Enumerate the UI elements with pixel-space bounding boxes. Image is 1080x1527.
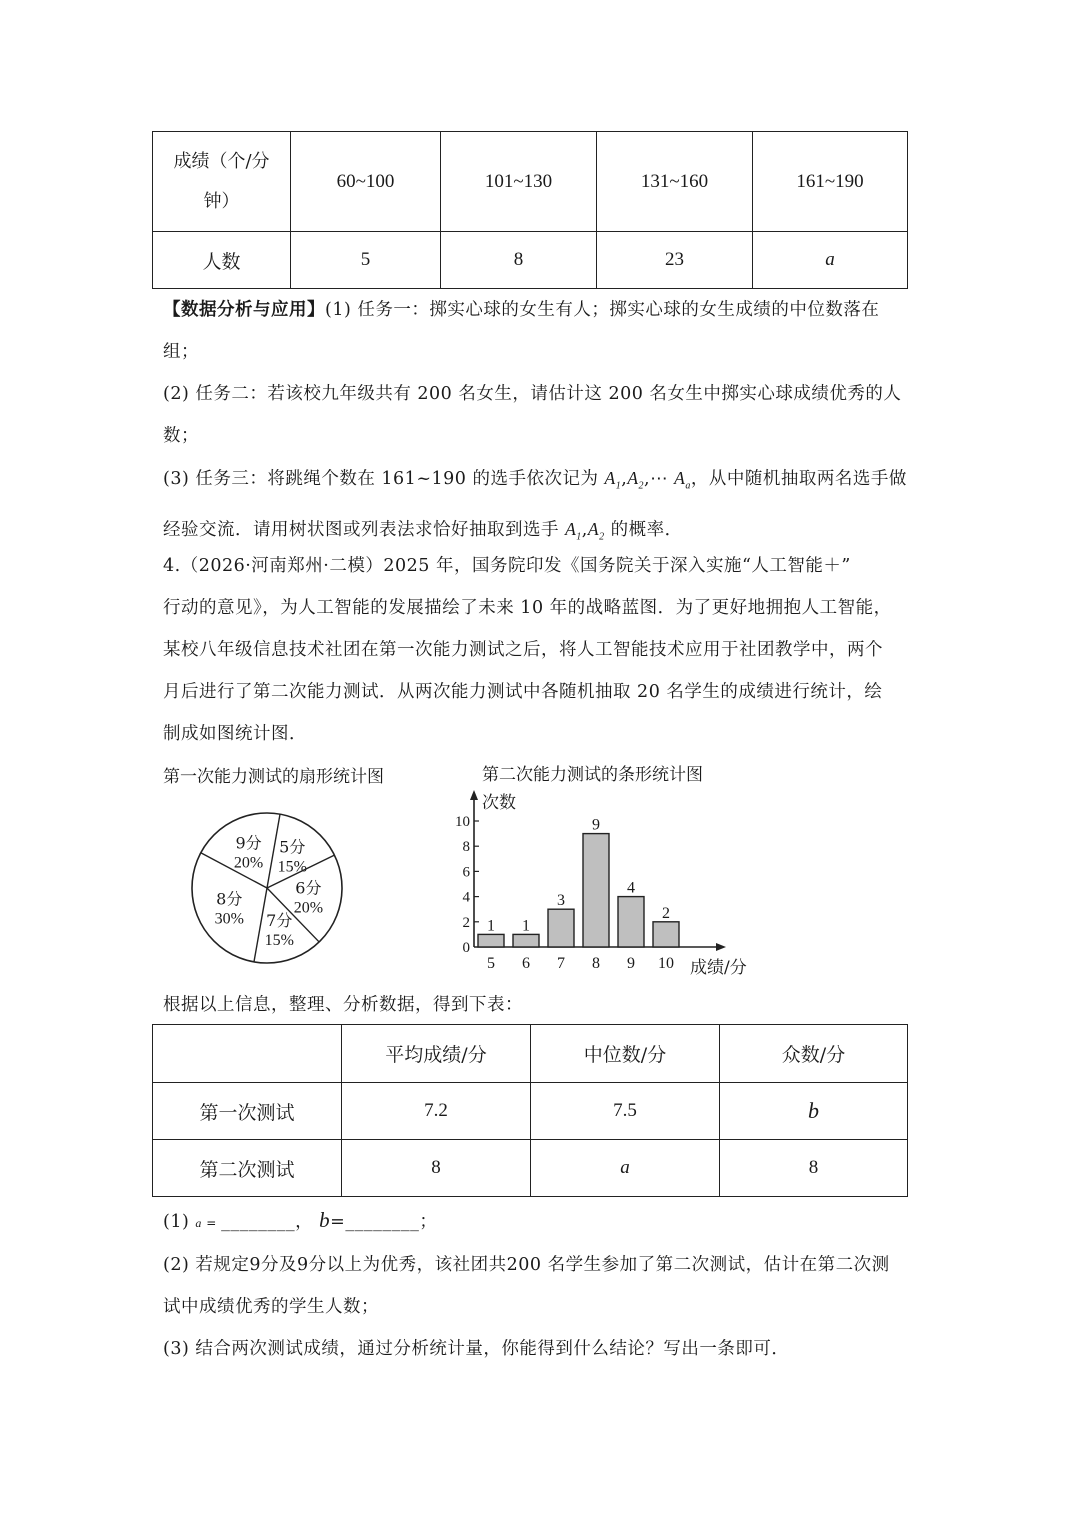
problem4-line4: 月后进行了第二次能力测试．从两次能力测试中各随机抽取 20 名学生的成绩进行统计，绘 xyxy=(163,682,883,702)
x-tick-label: 6 xyxy=(522,955,530,972)
table1-row-label: 人数 xyxy=(153,232,291,289)
table1-range-2: 101~130 xyxy=(441,132,597,232)
bar xyxy=(478,934,504,947)
pie-chart xyxy=(190,800,350,970)
y-tick-label: 8 xyxy=(462,839,470,856)
pie-slice-percent: 20% xyxy=(233,854,264,872)
after-charts-text: 根据以上信息，整理、分析数据，得到下表： xyxy=(163,995,523,1015)
symbol-a2: $A_2$ xyxy=(627,468,645,492)
bar-value-label: 4 xyxy=(627,879,635,897)
table1-count-4: a xyxy=(753,232,908,289)
question-2-line1: (2) 若规定9分及9分以上为优秀，该社团共200 名学生参加了第二次测试，估计在第二次测 xyxy=(163,1255,890,1275)
problem4-line1: 4.（2026·河南郑州·二模）2025 年，国务院印发《国务院关于深入实施“人工智能＋” xyxy=(163,556,851,576)
y-tick-label: 0 xyxy=(462,940,470,956)
pie-slice-percent: 15% xyxy=(277,858,307,876)
bar-value-label: 3 xyxy=(557,892,565,910)
x-tick-label: 5 xyxy=(487,955,495,972)
pie-chart-title: 第一次能力测试的扇形统计图 xyxy=(163,767,384,787)
question-2-line2: 试中成绩优秀的学生人数； xyxy=(163,1297,379,1317)
task3-line1: (3) 任务三：将跳绳个数在 161~190 的选手依次记为 $A_1,A_2,\cdots$ $A_a$，从中随机抽取两名选手做 xyxy=(163,468,907,492)
table1-range-3: 131~160 xyxy=(597,132,753,232)
task3-line2: 经验交流．请用树状图或列表法求恰好抽取到选手 $A_1,A_2$ 的概率． xyxy=(163,518,683,542)
answer-blank-b: ________ xyxy=(345,1212,420,1232)
bar-chart xyxy=(440,790,770,985)
bar-value-label: 2 xyxy=(662,904,670,922)
table1-range-4: 161~190 xyxy=(753,132,908,232)
task1-line2: 组； xyxy=(163,342,199,362)
x-tick-label: 10 xyxy=(658,955,674,972)
pie-slice-percent: 30% xyxy=(214,910,244,928)
statistics-table xyxy=(152,1024,908,1197)
y-tick-label: 6 xyxy=(462,864,470,881)
y-tick-label: 4 xyxy=(462,889,470,906)
table2-row2-median: a xyxy=(531,1140,720,1197)
bar-value-label: 1 xyxy=(487,917,495,935)
problem4-line2: 行动的意见》，为人工智能的发展描绘了未来 10 年的战略蓝图．为了更好地拥抱人工智能， xyxy=(163,598,892,618)
analysis-section xyxy=(163,289,923,558)
table1-count-2: 8 xyxy=(441,232,597,289)
bar xyxy=(548,909,574,947)
pie-slice-label: 6分 xyxy=(295,878,322,898)
answer-blank-a: ________ xyxy=(221,1212,296,1232)
bar xyxy=(653,922,679,947)
table1-count-1: 5 xyxy=(291,232,441,289)
bar xyxy=(618,897,644,947)
table2-row1-mode: b xyxy=(720,1083,908,1140)
bar-value-label: 9 xyxy=(592,816,600,834)
pie-slice-label: 7分 xyxy=(266,911,293,931)
table2-row2-mode: 8 xyxy=(720,1140,908,1197)
problem4-line3: 某校八年级信息技术社团在第一次能力测试之后，将人工智能技术应用于社团教学中，两个 xyxy=(163,640,883,660)
bar xyxy=(513,934,539,947)
pie-slice-label: 8分 xyxy=(216,889,243,909)
table2-header-mode: 众数/分 xyxy=(720,1025,908,1083)
task1-line1: 【数据分析与应用】(1) 任务一：掷实心球的女生有人；掷实心球的女生成绩的中位数落在 xyxy=(163,300,880,320)
y-tick-label: 10 xyxy=(455,814,470,830)
bar xyxy=(583,834,609,947)
table2-header-mean: 平均成绩/分 xyxy=(342,1025,531,1083)
task2-line2: 数； xyxy=(163,426,199,446)
y-axis-label: 次数 xyxy=(482,793,516,813)
pie-slice-percent: 20% xyxy=(293,899,324,917)
table2-header-empty xyxy=(153,1025,342,1083)
task2-line1: (2) 任务二：若该校九年级共有 200 名女生，请估计这 200 名女生中掷实心球成绩优秀的人 xyxy=(163,384,902,404)
x-tick-label: 8 xyxy=(592,955,600,972)
table2-row1-mean: 7.2 xyxy=(342,1083,531,1140)
table2-header-median: 中位数/分 xyxy=(531,1025,720,1083)
symbol-a1: $A_1$ xyxy=(604,468,622,492)
pie-slice-label: 5分 xyxy=(279,837,306,857)
symbol-a2-b: $A_2$ xyxy=(587,518,605,542)
x-tick-label: 7 xyxy=(557,955,565,972)
bar-chart-title: 第二次能力测试的条形统计图 xyxy=(482,765,703,785)
problem4-line5: 制成如图统计图． xyxy=(163,724,307,744)
problem4-text xyxy=(163,545,923,755)
question-1: (1) a = ________， b=________； xyxy=(163,1208,438,1232)
question-3: (3) 结合两次测试成绩，通过分析统计量，你能得到什么结论？写出一条即可． xyxy=(163,1339,790,1359)
questions-section xyxy=(163,1199,923,1370)
pie-slice-percent: 15% xyxy=(264,932,294,950)
pie-slice-label: 9分 xyxy=(235,833,262,853)
table2-row1-label: 第一次测试 xyxy=(153,1083,342,1140)
x-axis-label: 成绩/分 xyxy=(690,958,747,978)
symbol-a1-b: $A_1$ xyxy=(565,518,582,542)
y-axis-arrow xyxy=(470,790,478,800)
x-axis-arrow xyxy=(716,943,726,951)
table1-header-label: 成绩（个/分 钟） xyxy=(153,132,291,232)
table2-row2-label: 第二次测试 xyxy=(153,1140,342,1197)
symbol-aa: $A_a$ xyxy=(674,468,691,492)
score-frequency-table xyxy=(152,131,908,289)
table1-range-1: 60~100 xyxy=(291,132,441,232)
y-tick-label: 2 xyxy=(462,914,470,931)
table2-row1-median: 7.5 xyxy=(531,1083,720,1140)
table1-count-3: 23 xyxy=(597,232,753,289)
table2-row2-mean: 8 xyxy=(342,1140,531,1197)
bar-value-label: 1 xyxy=(522,917,530,935)
x-tick-label: 9 xyxy=(627,955,635,972)
